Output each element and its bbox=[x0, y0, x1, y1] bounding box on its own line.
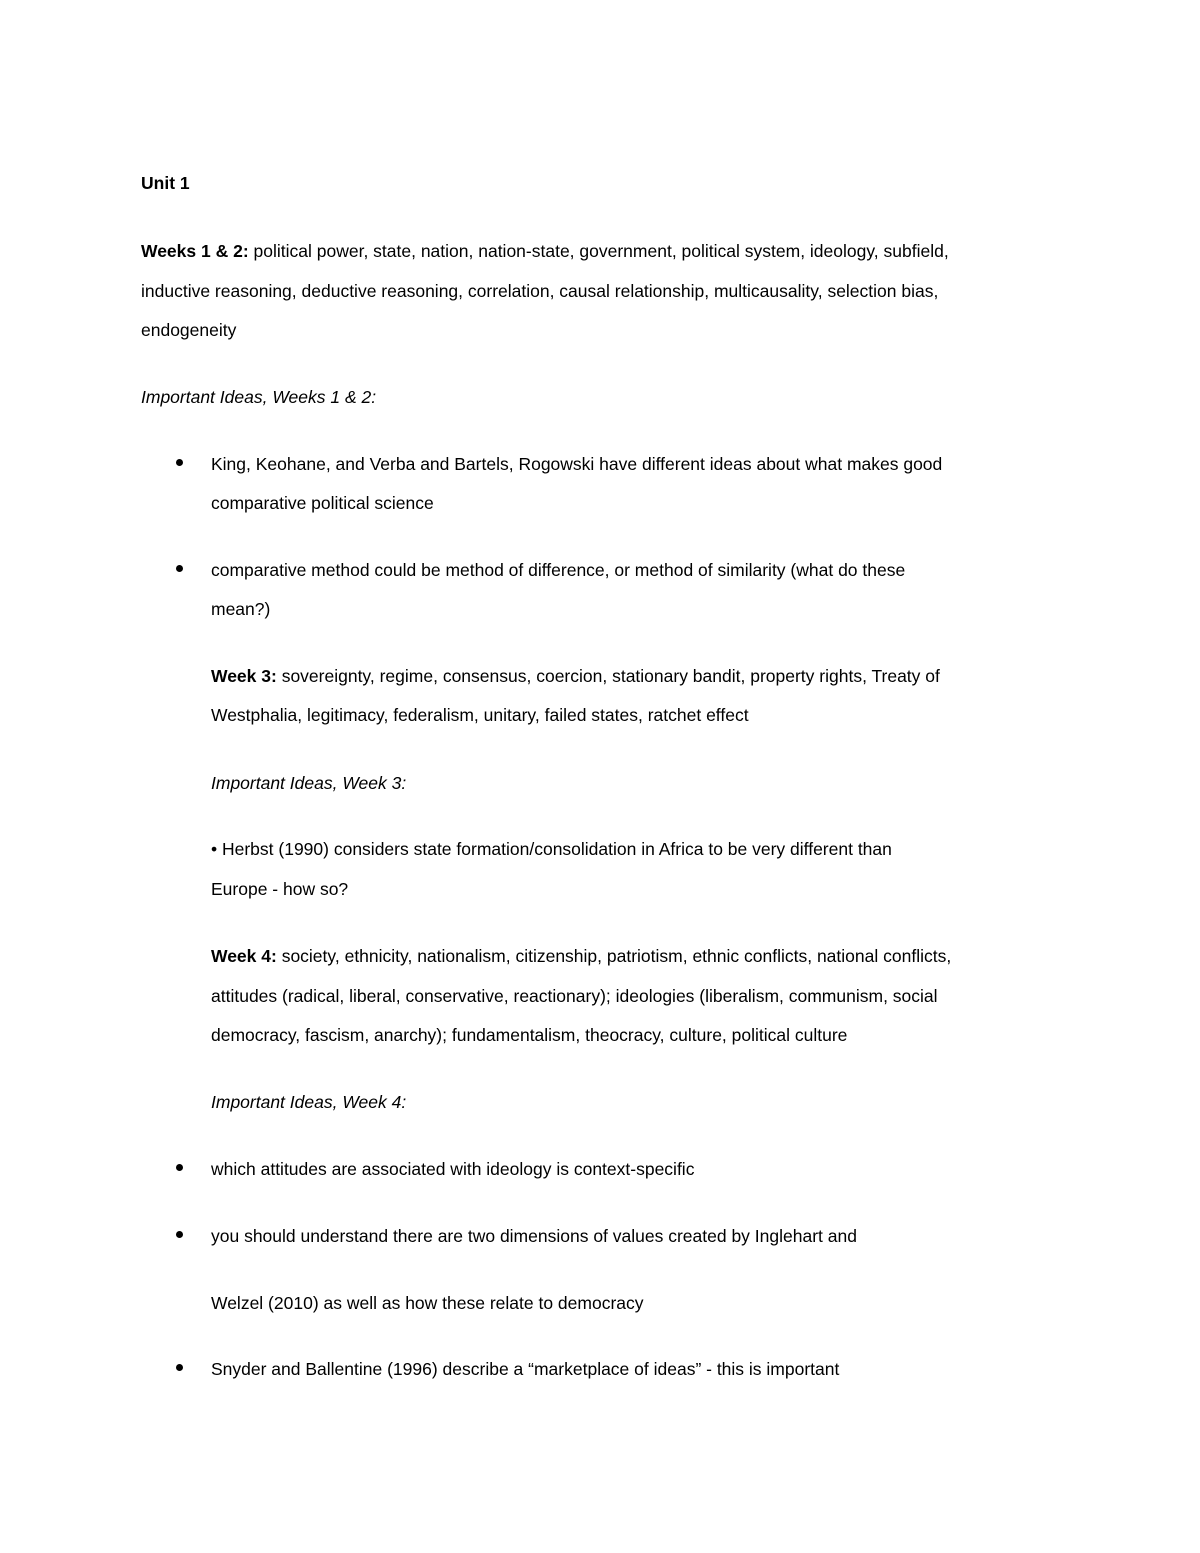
week-3-terms-line bbox=[211, 665, 940, 687]
bullet-icon bbox=[176, 459, 183, 466]
terms-text: sovereignty, regime, consensus, coercion, stationary bandit, property rights, Treaty of bbox=[276, 666, 940, 686]
weeks-1-2-terms-line bbox=[141, 240, 949, 262]
week-3-ideas-heading: Important Ideas, Week 3: bbox=[211, 773, 407, 793]
bullet-item-line: comparative political science bbox=[211, 493, 434, 513]
week-4-terms-line: attitudes (radical, liberal, conservative, reactionary); ideologies (liberalism, communism, social bbox=[211, 986, 938, 1006]
bullet-icon bbox=[176, 1231, 183, 1238]
continuation-line: Welzel (2010) as well as how these relate to democracy bbox=[211, 1293, 644, 1313]
bullet-item-line: you should understand there are two dimensions of values created by Inglehart and bbox=[211, 1226, 857, 1246]
bullet-icon bbox=[176, 1364, 183, 1371]
bullet-item-line: which attitudes are associated with ideology is context-specific bbox=[211, 1159, 695, 1179]
bullet-item-line: mean?) bbox=[211, 599, 271, 619]
weeks-1-2-terms-line: endogeneity bbox=[141, 320, 237, 340]
weeks-1-2-ideas-heading: Important Ideas, Weeks 1 & 2: bbox=[141, 387, 377, 407]
week-3-point-line: • Herbst (1990) considers state formation/consolidation in Africa to be very different than bbox=[211, 839, 892, 859]
week-3-terms-line: Westphalia, legitimacy, federalism, unitary, failed states, ratchet effect bbox=[211, 705, 749, 725]
week-3-label: Week 3: bbox=[211, 666, 277, 686]
unit-title: Unit 1 bbox=[141, 173, 190, 193]
bullet-icon bbox=[176, 1164, 183, 1171]
weeks-1-2-label: Weeks 1 & 2: bbox=[141, 241, 249, 261]
bullet-item-line: Snyder and Ballentine (1996) describe a “marketplace of ideas” - this is important bbox=[211, 1359, 840, 1379]
terms-text: political power, state, nation, nation-state, government, political system, ideology, subfield, bbox=[248, 241, 949, 261]
terms-text: society, ethnicity, nationalism, citizenship, patriotism, ethnic conflicts, national conflicts, bbox=[276, 946, 952, 966]
week-3-point-line: Europe - how so? bbox=[211, 879, 349, 899]
week-4-terms-line bbox=[211, 945, 951, 967]
week-4-terms-line: democracy, fascism, anarchy); fundamentalism, theocracy, culture, political culture bbox=[211, 1025, 848, 1045]
bullet-item-line: King, Keohane, and Verba and Bartels, Rogowski have different ideas about what makes good bbox=[211, 454, 943, 474]
bullet-icon bbox=[176, 565, 183, 572]
weeks-1-2-terms-line: inductive reasoning, deductive reasoning, correlation, causal relationship, multicausality, selection bias, bbox=[141, 281, 939, 301]
week-4-ideas-heading: Important Ideas, Week 4: bbox=[211, 1092, 407, 1112]
bullet-item-line: comparative method could be method of difference, or method of similarity (what do these bbox=[211, 560, 906, 580]
week-4-label: Week 4: bbox=[211, 946, 277, 966]
